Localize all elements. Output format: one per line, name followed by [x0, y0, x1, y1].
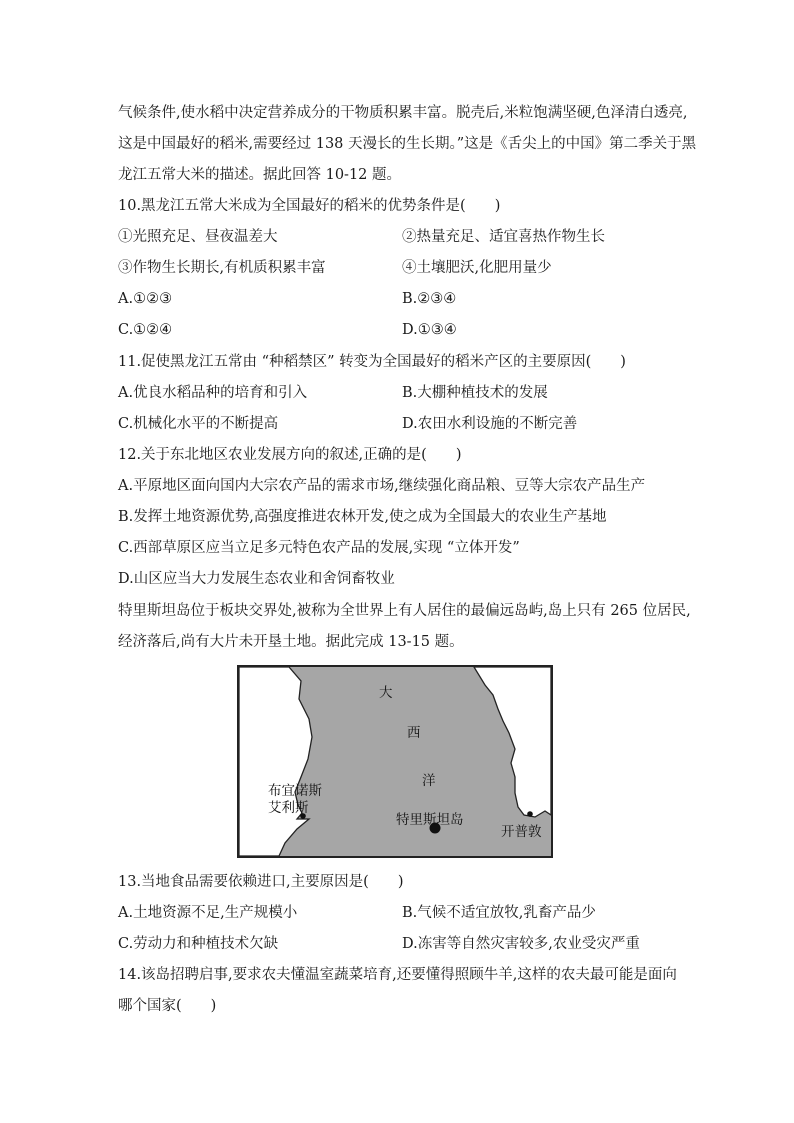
q13-option-b: B.气候不适宜放牧,乳畜产品少 [402, 905, 596, 921]
africa-landmass [474, 667, 551, 817]
q11-option-a: A.优良水稻品种的培育和引入 [118, 385, 308, 401]
q13-option-a: A.土地资源不足,生产规模小 [118, 905, 298, 921]
q10-item-3: ③作物生长期长,有机质积累丰富 [118, 260, 326, 276]
ocean-label-yang: 洋 [422, 773, 436, 789]
ocean-label-xi: 西 [407, 725, 421, 741]
q11-option-d: D.农田水利设施的不断完善 [402, 416, 578, 432]
buenos-aires-label-line-2: 艾利斯 [268, 800, 309, 816]
question-11-stem: 11.促使黑龙江五常由 “种稻禁区” 转变为全国最好的稻米产区的主要原因( ) [118, 354, 626, 370]
cape-town-label: 开普敦 [501, 824, 542, 840]
q10-item-1: ①光照充足、昼夜温差大 [118, 229, 278, 245]
q13-option-d: D.冻害等自然灾害较多,农业受灾严重 [402, 936, 640, 952]
q11-option-c: C.机械化水平的不断提高 [118, 416, 279, 432]
question-12-stem: 12.关于东北地区农业发展方向的叙述,正确的是( ) [118, 447, 462, 463]
map-figure [237, 665, 553, 858]
passage-2-line-2: 经济落后,尚有大片未开垦土地。据此完成 13-15 题。 [118, 634, 464, 650]
q10-option-c: C.①②④ [118, 322, 173, 338]
question-14-stem-line-2: 哪个国家( ) [118, 998, 217, 1014]
tristan-da-cunha-label: 特里斯坦岛 [396, 812, 464, 828]
q10-item-4: ④土壤肥沃,化肥用量少 [402, 260, 552, 276]
q12-option-a: A.平原地区面向国内大宗农产品的需求市场,继续强化商品粮、豆等大宗农产品生产 [118, 478, 646, 494]
q10-option-d: D.①③④ [402, 322, 457, 338]
cape-town-dot [527, 811, 533, 817]
question-13-stem: 13.当地食品需要依赖进口,主要原因是( ) [118, 874, 404, 890]
q10-item-2: ②热量充足、适宜喜热作物生长 [402, 229, 605, 245]
intro-line-2: 这是中国最好的稻米,需要经过 138 天漫长的生长期。”这是《舌尖上的中国》第二季关于黑 [118, 136, 697, 152]
q12-option-b: B.发挥土地资源优势,高强度推进农林开发,使之成为全国最大的农业生产基地 [118, 509, 607, 525]
question-10-stem: 10.黑龙江五常大米成为全国最好的稻米的优势条件是( ) [118, 198, 501, 214]
intro-line-3: 龙江五常大米的描述。据此回答 10-12 题。 [118, 167, 402, 183]
q12-option-c: C.西部草原区应当立足多元特色农产品的发展,实现 “立体开发” [118, 540, 520, 556]
q10-option-a: A.①②③ [118, 291, 173, 307]
q13-option-c: C.劳动力和种植技术欠缺 [118, 936, 279, 952]
q10-option-b: B.②③④ [402, 291, 457, 307]
question-14-stem-line-1: 14.该岛招聘启事,要求农夫懂温室蔬菜培育,还要懂得照顾牛羊,这样的农夫最可能是面向 [118, 967, 677, 983]
q12-option-d: D.山区应当大力发展生态农业和舍饲畜牧业 [118, 571, 395, 587]
south-america-landmass [239, 667, 312, 856]
passage-2-line-1: 特里斯坦岛位于板块交界处,被称为全世界上有人居住的最偏远岛屿,岛上只有 265 位居民, [118, 603, 691, 619]
ocean-label-da: 大 [379, 685, 393, 701]
buenos-aires-label-line-1: 布宜诺斯 [268, 783, 322, 799]
intro-line-1: 气候条件,使水稻中决定营养成分的干物质积累丰富。脱壳后,米粒饱满坚硬,色泽清白透亮, [118, 105, 688, 121]
q11-option-b: B.大棚种植技术的发展 [402, 385, 548, 401]
